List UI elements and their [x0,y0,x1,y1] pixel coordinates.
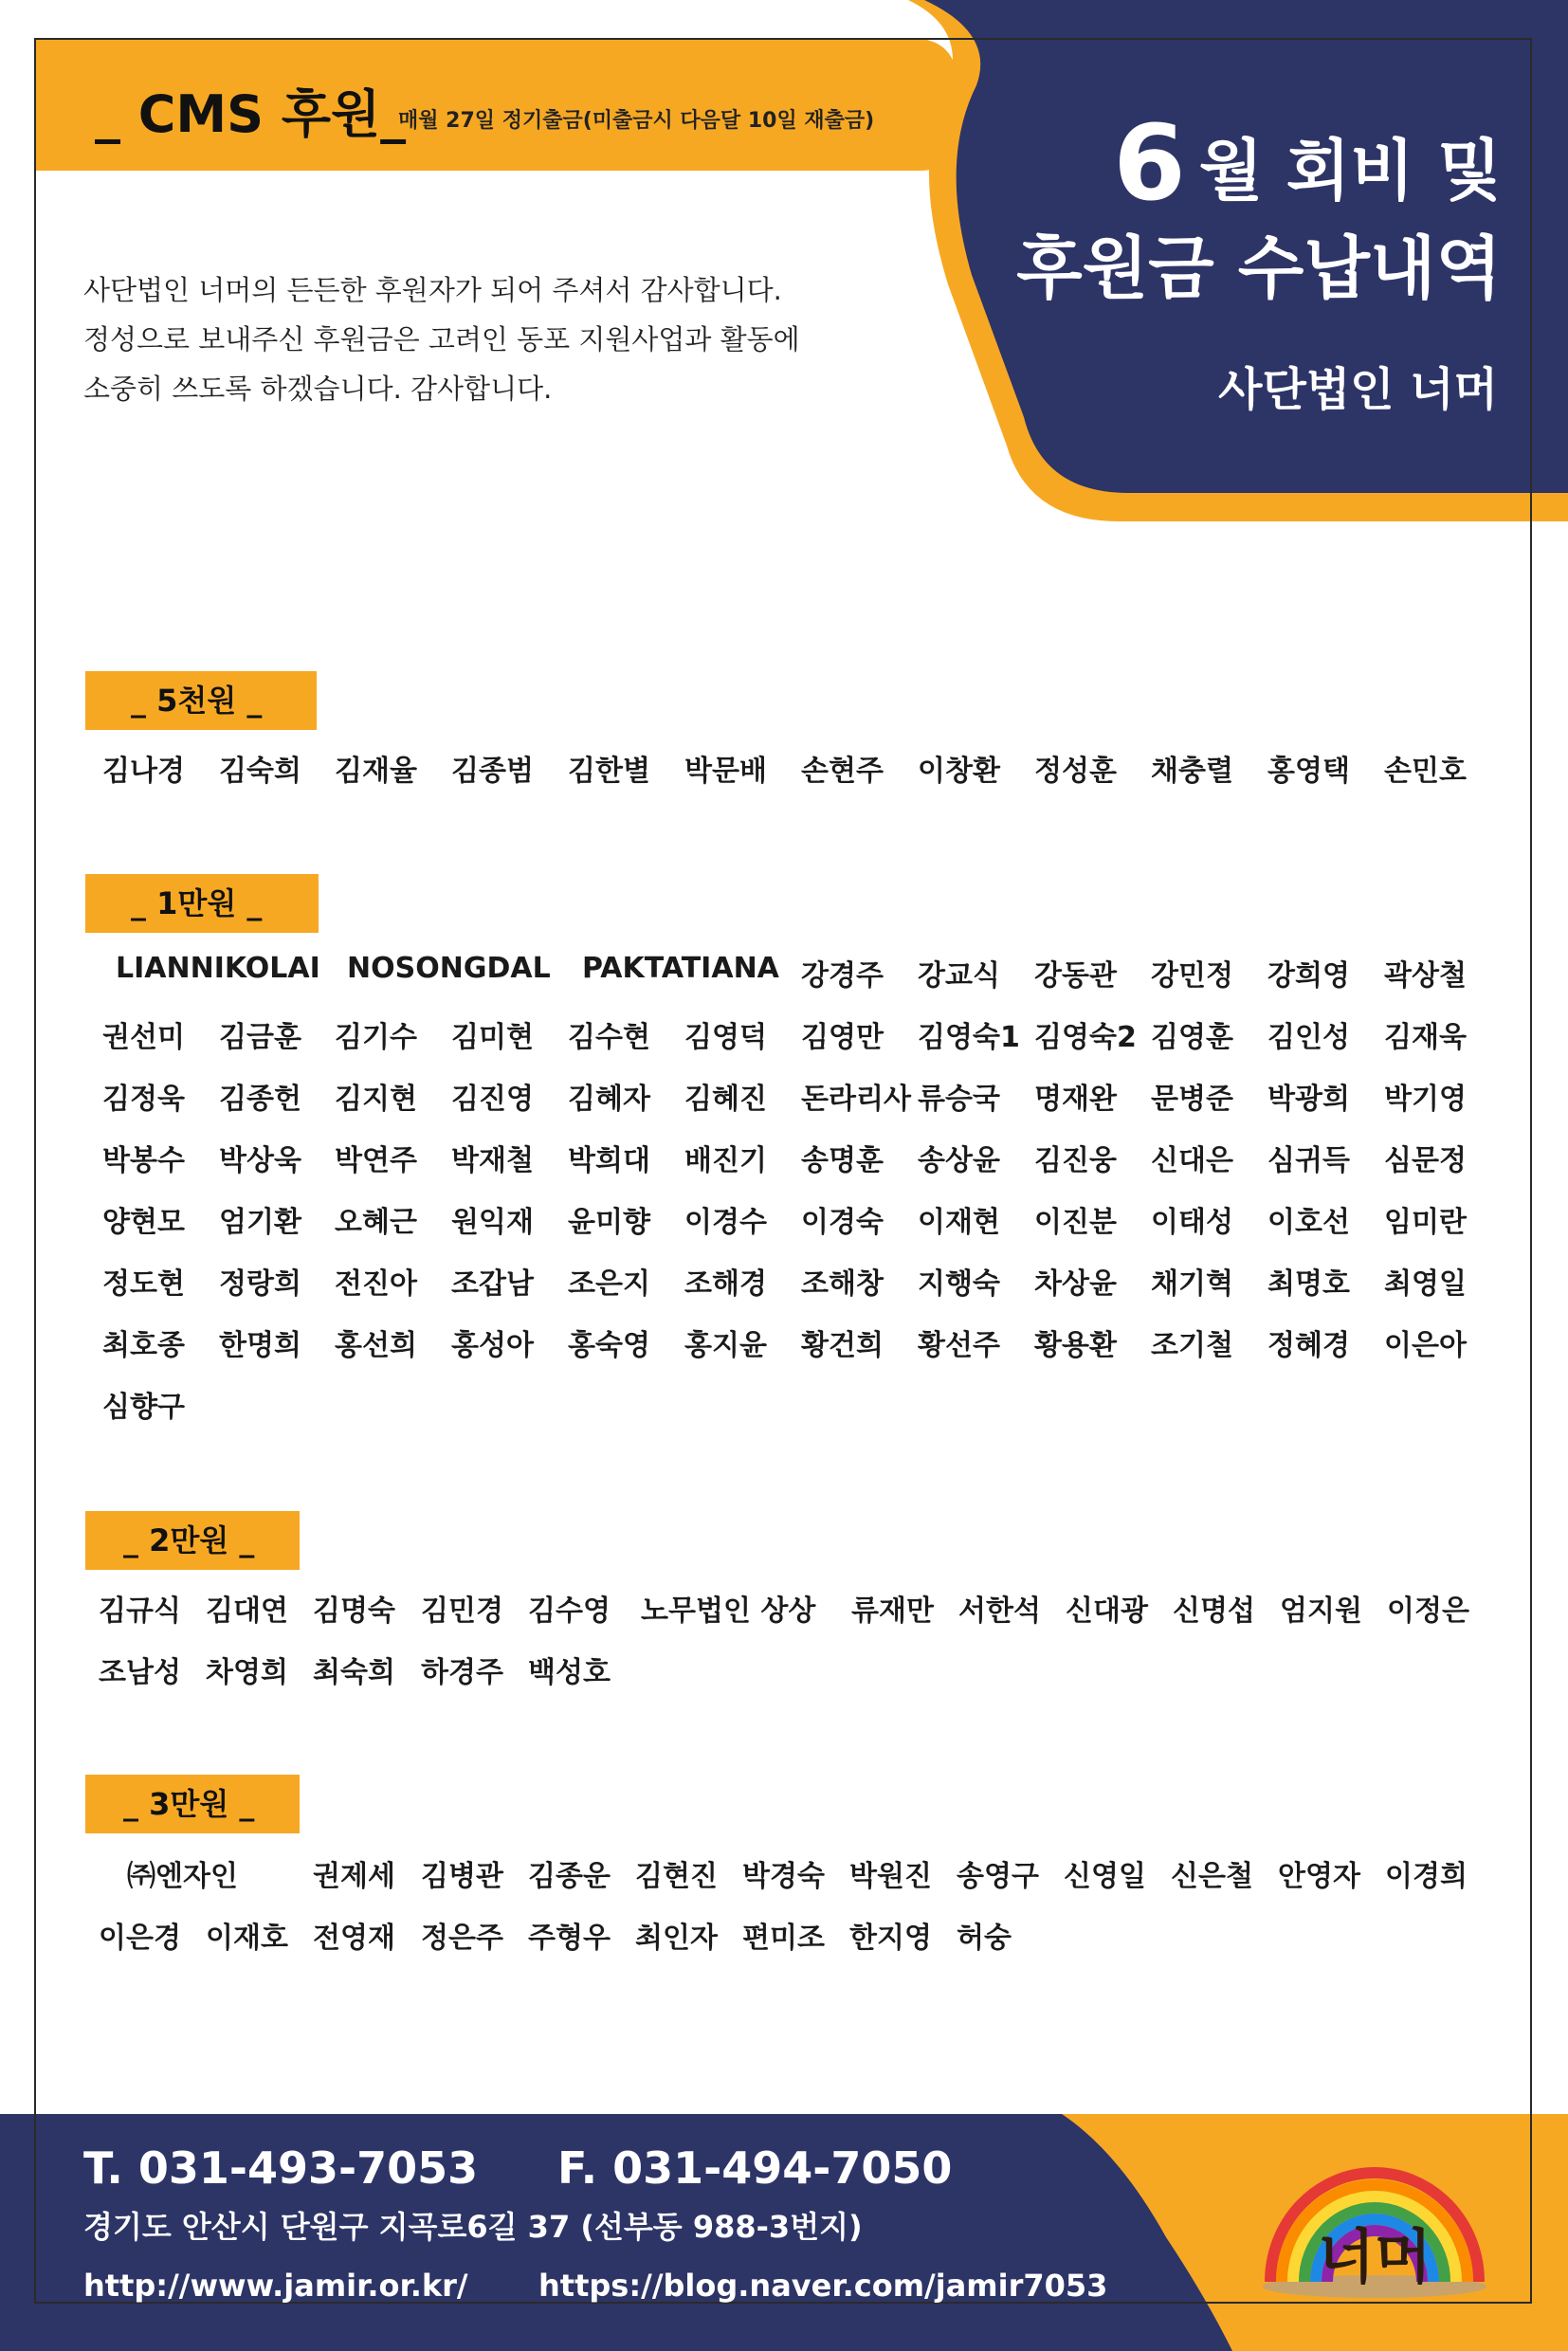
donor-name: 노무법인 상상 [641,1595,816,1628]
donor-name: 이진분 [1034,1206,1117,1239]
donor-name: 김대연 [206,1595,288,1628]
footer-website-link[interactable]: http://www.jamir.or.kr/ [83,2268,468,2304]
donor-name: LIANNIKOLAI [116,952,320,985]
footer-address: 경기도 안산시 단원구 지곡로6길 37 (선부동 988-3번지) [83,2209,863,2245]
donor-name: 강경주 [801,959,884,993]
donor-name: NOSONGDAL [347,952,551,985]
donor-name: 조갑남 [451,1267,534,1301]
donor-name: 황용환 [1034,1329,1117,1362]
donor-name: 김혜진 [684,1083,767,1116]
intro-line: 사단법인 너머의 든든한 후원자가 되어 주셔서 감사합니다. [83,274,782,306]
donor-name: 최영일 [1384,1267,1467,1301]
donor-name: 정혜경 [1267,1329,1350,1362]
donor-name: 김진웅 [1034,1144,1117,1177]
donor-name: 서한석 [958,1595,1041,1628]
donor-name: 이정은 [1387,1595,1469,1628]
donor-name: 김영숙2 [1034,1021,1137,1054]
donor-name: 윤미향 [568,1206,650,1239]
donor-name: 편미조 [742,1922,825,1955]
donor-name: 황선주 [918,1329,1000,1362]
month-number: 6 [1113,102,1186,224]
donor-name: 백성호 [528,1656,611,1689]
donor-name: 홍선희 [335,1329,417,1362]
donor-name: 신대광 [1066,1595,1148,1628]
donor-name: 명재완 [1034,1083,1117,1116]
footer-fax: F. 031-494-7050 [557,2142,953,2194]
donor-name: 김규식 [99,1595,181,1628]
donor-name: 조남성 [99,1656,181,1689]
donor-name: 이재현 [918,1206,1000,1239]
donor-name: 오혜근 [335,1206,417,1239]
donor-name: 안영자 [1278,1860,1360,1893]
donor-name: 원익재 [451,1206,534,1239]
donor-name: 조은지 [568,1267,650,1301]
donor-name: 김금훈 [219,1021,301,1054]
donor-name: 박경숙 [742,1860,825,1893]
donor-name: 홍성아 [451,1329,534,1362]
donor-name: 김민경 [421,1595,503,1628]
donor-name: 정도현 [102,1267,185,1301]
donor-name: 엄기환 [219,1206,301,1239]
donor-name: 류재만 [851,1595,934,1628]
donor-name: 전영재 [313,1922,395,1955]
donor-name: 정은주 [421,1922,503,1955]
donor-name: 채충렬 [1151,755,1233,788]
donor-name: 김종헌 [219,1083,301,1116]
intro-line: 정성으로 보내주신 후원금은 고려인 동포 지원사업과 활동에 [83,323,800,355]
donor-name: 김인성 [1267,1021,1350,1054]
donor-name: 박봉수 [102,1144,185,1177]
donor-name: 차상윤 [1034,1267,1117,1301]
donor-name: ㈜엔자인 [127,1860,238,1893]
donor-name: 조해창 [801,1267,884,1301]
donor-name: 양현모 [102,1206,185,1239]
donor-name: 박희대 [568,1144,650,1177]
donor-name: 이호선 [1267,1206,1350,1239]
donor-name: 홍영택 [1267,755,1350,788]
nuhmeo-logo [1251,2144,1498,2305]
donor-name: 허숭 [957,1922,1012,1955]
donor-name: 김미현 [451,1021,534,1054]
donor-name: 송영구 [957,1860,1039,1893]
donor-name: 강동관 [1034,959,1117,993]
donor-name: 최인자 [635,1922,718,1955]
donor-name: 심향구 [102,1391,185,1424]
donor-name: 정랑희 [219,1267,301,1301]
donor-name: 신대은 [1151,1144,1233,1177]
donor-name: 지행숙 [918,1267,1000,1301]
donor-name: 김명숙 [313,1595,395,1628]
donor-name: 홍지윤 [684,1329,767,1362]
title-line-1 [1113,102,1502,224]
donor-name: 김나경 [102,755,185,788]
donor-name: 이경수 [684,1206,767,1239]
donor-name: 정성훈 [1034,755,1117,788]
donor-name: 강교식 [918,959,1000,993]
title-line-2: 후원금 수납내역 [1016,228,1502,308]
donor-name: 김영덕 [684,1021,767,1054]
donor-name: 임미란 [1384,1206,1467,1239]
donor-name: 돈라리사 [801,1083,911,1116]
donor-name: 심문정 [1384,1144,1467,1177]
donor-name: 문병준 [1151,1083,1233,1116]
donor-name: 김종범 [451,755,534,788]
donor-name: 김재율 [335,755,417,788]
donor-name: 박재철 [451,1144,534,1177]
donor-name: 김수현 [568,1021,650,1054]
donor-name: 신명섭 [1173,1595,1255,1628]
donor-name: 류승국 [918,1083,1000,1116]
section-tag-5000: _ 5천원 _ [85,671,317,730]
donor-name: 김진영 [451,1083,534,1116]
donor-name: 심귀득 [1267,1144,1350,1177]
donor-name: 김영훈 [1151,1021,1233,1054]
donor-name: 강희영 [1267,959,1350,993]
donor-name: 손민호 [1384,755,1467,788]
donor-name: 김기수 [335,1021,417,1054]
footer-blog-link[interactable]: https://blog.naver.com/jamir7053 [538,2268,1108,2304]
donor-name: 곽상철 [1384,959,1467,993]
donor-name: 송상윤 [918,1144,1000,1177]
donor-name: 조기철 [1151,1329,1233,1362]
donor-name: 차영희 [206,1656,288,1689]
donor-name: 김병관 [421,1860,503,1893]
donor-name: 신은철 [1171,1860,1253,1893]
donor-name: 이은경 [99,1922,181,1955]
donor-name: 김수영 [528,1595,611,1628]
donor-name: 엄지원 [1280,1595,1362,1628]
donor-name: 김지현 [335,1083,417,1116]
donor-name: 하경주 [421,1656,503,1689]
donor-name: 이경숙 [801,1206,884,1239]
donor-name: 권선미 [102,1021,185,1054]
donor-name: 김혜자 [568,1083,650,1116]
section-tag-20000: _ 2만원 _ [85,1511,300,1570]
intro-text [83,265,861,413]
donor-name: 김한별 [568,755,650,788]
org-name: 사단법인 너머 [1218,363,1498,416]
donor-name: 이창환 [918,755,1000,788]
donor-name: 신영일 [1064,1860,1146,1893]
donor-name: 이태성 [1151,1206,1233,1239]
donor-name: 손현주 [801,755,884,788]
cms-title: _ CMS 후원_ [95,84,407,144]
donor-name: 박광희 [1267,1083,1350,1116]
donor-name: 한지영 [849,1922,932,1955]
donor-name: 이은아 [1384,1329,1467,1362]
donor-name: 채기혁 [1151,1267,1233,1301]
section-tag-30000: _ 3만원 _ [85,1775,300,1833]
logo-text: 너머 [1318,2222,1431,2291]
donor-name: PAKTATIANA [582,952,779,985]
donor-name: 김영숙1 [918,1021,1020,1054]
month-rest: 월 회비 및 [1198,132,1502,210]
donor-name: 주형우 [528,1922,611,1955]
donor-name: 이경희 [1385,1860,1468,1893]
donor-name: 김현진 [635,1860,718,1893]
donor-name: 박원진 [849,1860,932,1893]
donor-name: 김정욱 [102,1083,185,1116]
donor-name: 최호종 [102,1329,185,1362]
donor-name: 박문배 [684,755,767,788]
donor-name: 최숙희 [313,1656,395,1689]
donor-name: 이재호 [206,1922,288,1955]
donor-name: 황건희 [801,1329,884,1362]
donor-name: 조해경 [684,1267,767,1301]
donor-name: 한명희 [219,1329,301,1362]
donor-name: 전진아 [335,1267,417,1301]
cms-note: 매월 27일 정기출금(미출금시 다음달 10일 재출금) [398,109,875,133]
donor-name: 홍숙영 [568,1329,650,1362]
donor-name: 최명호 [1267,1267,1350,1301]
donor-name: 박연주 [335,1144,417,1177]
donor-name: 배진기 [684,1144,767,1177]
donor-name: 송명훈 [801,1144,884,1177]
footer-tel: T. 031-493-7053 [83,2142,479,2194]
donor-name: 강민정 [1151,959,1233,993]
section-tag-10000: _ 1만원 _ [85,874,319,933]
donor-name: 김영만 [801,1021,884,1054]
donor-name: 권제세 [313,1860,395,1893]
donor-name: 김숙희 [219,755,301,788]
donor-name: 김재욱 [1384,1021,1467,1054]
donor-name: 박기영 [1384,1083,1467,1116]
donor-name: 박상욱 [219,1144,301,1177]
donor-name: 김종운 [528,1860,611,1893]
intro-line: 소중히 쓰도록 하겠습니다. 감사합니다. [83,373,553,405]
